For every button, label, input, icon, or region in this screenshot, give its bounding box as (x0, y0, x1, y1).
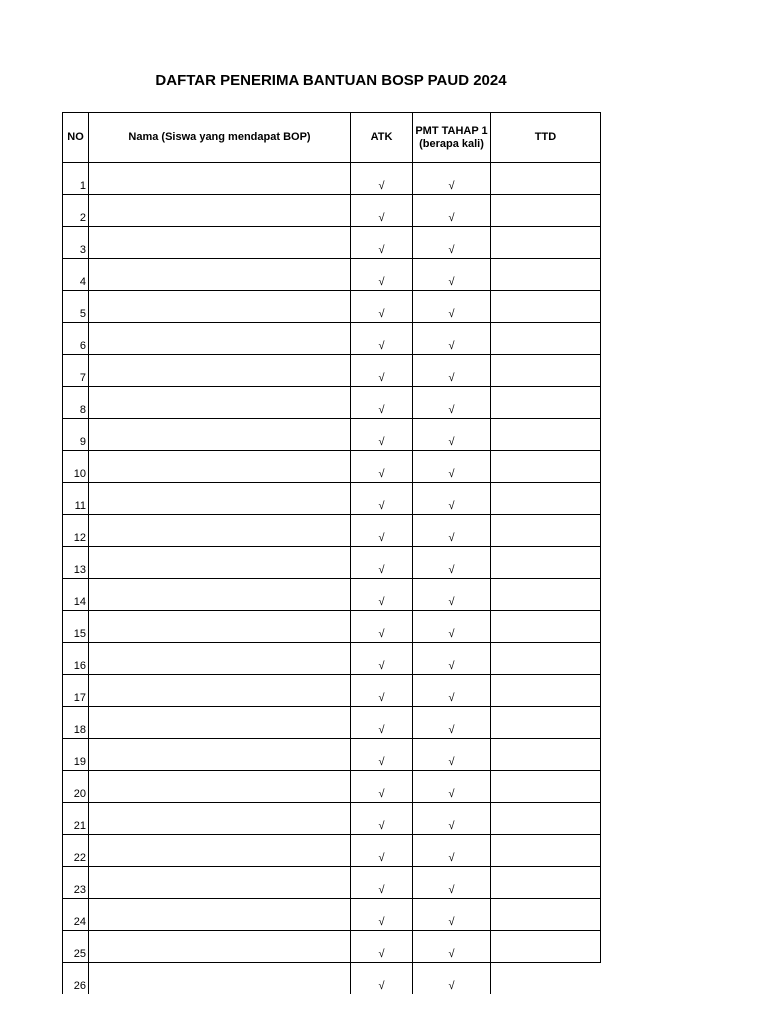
atk-check-cell: √ (351, 579, 413, 611)
signature-cell[interactable] (491, 483, 601, 515)
atk-check-cell: √ (351, 707, 413, 739)
row-number-cell: 14 (63, 579, 89, 611)
table-row (63, 835, 601, 867)
signature-cell[interactable] (491, 803, 601, 835)
atk-check-cell: √ (351, 739, 413, 771)
pmt-check-cell: √ (413, 227, 491, 259)
pmt-check-cell: √ (413, 195, 491, 227)
atk-check-cell: √ (351, 419, 413, 451)
atk-check-cell: √ (351, 483, 413, 515)
row-number-cell: 24 (63, 899, 89, 931)
atk-check-cell: √ (351, 835, 413, 867)
row-number-cell: 10 (63, 451, 89, 483)
row-number-cell: 17 (63, 675, 89, 707)
table-row (63, 419, 601, 451)
name-cell[interactable] (89, 931, 351, 963)
row-number-cell: 9 (63, 419, 89, 451)
row-number-cell: 4 (63, 259, 89, 291)
pmt-check-cell: √ (413, 451, 491, 483)
pmt-check-cell: √ (413, 483, 491, 515)
signature-cell[interactable] (491, 355, 601, 387)
signature-cell[interactable] (491, 163, 601, 195)
name-cell[interactable] (89, 707, 351, 739)
signature-cell[interactable] (491, 515, 601, 547)
table-row (63, 579, 601, 611)
signature-cell[interactable] (491, 451, 601, 483)
signature-cell[interactable] (491, 227, 601, 259)
name-cell[interactable] (89, 739, 351, 771)
signature-cell[interactable] (491, 323, 601, 355)
header-ttd: TTD (491, 113, 601, 163)
table-row (63, 355, 601, 387)
atk-check-cell: √ (351, 899, 413, 931)
table-row (63, 867, 601, 899)
pmt-check-cell: √ (413, 835, 491, 867)
table-row (63, 547, 601, 579)
header-nama: Nama (Siswa yang mendapat BOP) (89, 113, 351, 163)
row-number-cell: 13 (63, 547, 89, 579)
name-cell[interactable] (89, 419, 351, 451)
atk-check-cell: √ (351, 387, 413, 419)
name-cell[interactable] (89, 451, 351, 483)
table-row (63, 643, 601, 675)
name-cell[interactable] (89, 259, 351, 291)
pmt-check-cell: √ (413, 387, 491, 419)
atk-check-cell: √ (351, 291, 413, 323)
name-cell[interactable] (89, 355, 351, 387)
row-number-cell: 15 (63, 611, 89, 643)
table-row (63, 739, 601, 771)
pmt-check-cell: √ (413, 675, 491, 707)
atk-check-cell: √ (351, 931, 413, 963)
row-number-cell: 26 (63, 963, 89, 995)
row-number-cell: 5 (63, 291, 89, 323)
name-cell[interactable] (89, 579, 351, 611)
pmt-check-cell: √ (413, 419, 491, 451)
atk-check-cell: √ (351, 163, 413, 195)
pmt-check-cell: √ (413, 771, 491, 803)
name-cell[interactable] (89, 835, 351, 867)
pmt-check-cell: √ (413, 963, 491, 995)
name-cell[interactable] (89, 483, 351, 515)
name-cell[interactable] (89, 771, 351, 803)
row-number-cell: 7 (63, 355, 89, 387)
pmt-check-cell: √ (413, 611, 491, 643)
signature-cell[interactable] (491, 835, 601, 867)
row-number-cell: 3 (63, 227, 89, 259)
signature-cell[interactable] (491, 707, 601, 739)
header-atk: ATK (351, 113, 413, 163)
name-cell[interactable] (89, 643, 351, 675)
signature-cell[interactable] (491, 867, 601, 899)
row-number-cell: 8 (63, 387, 89, 419)
header-pmt-line1: PMT TAHAP 1 (415, 124, 488, 137)
table-row (63, 163, 601, 195)
table-row (63, 483, 601, 515)
atk-check-cell: √ (351, 611, 413, 643)
name-cell[interactable] (89, 163, 351, 195)
table-row (63, 227, 601, 259)
name-cell[interactable] (89, 867, 351, 899)
pmt-check-cell: √ (413, 515, 491, 547)
name-cell[interactable] (89, 291, 351, 323)
atk-check-cell: √ (351, 643, 413, 675)
pmt-check-cell: √ (413, 547, 491, 579)
table-row (63, 195, 601, 227)
pmt-check-cell: √ (413, 707, 491, 739)
row-number-cell: 22 (63, 835, 89, 867)
pmt-check-cell: √ (413, 931, 491, 963)
atk-check-cell: √ (351, 323, 413, 355)
atk-check-cell: √ (351, 227, 413, 259)
recipient-table (62, 112, 601, 994)
signature-cell[interactable] (491, 771, 601, 803)
table-row (63, 259, 601, 291)
signature-cell[interactable] (491, 611, 601, 643)
row-number-cell: 23 (63, 867, 89, 899)
row-number-cell: 20 (63, 771, 89, 803)
atk-check-cell: √ (351, 771, 413, 803)
atk-check-cell: √ (351, 195, 413, 227)
pmt-check-cell: √ (413, 163, 491, 195)
signature-cell[interactable] (491, 195, 601, 227)
name-cell[interactable] (89, 803, 351, 835)
table-row (63, 323, 601, 355)
header-pmt-line2: (berapa kali) (419, 137, 484, 150)
name-cell[interactable] (89, 227, 351, 259)
table-row (63, 963, 601, 995)
pmt-check-cell: √ (413, 643, 491, 675)
signature-cell[interactable] (491, 259, 601, 291)
table-row (63, 515, 601, 547)
row-number-cell: 21 (63, 803, 89, 835)
document-title: DAFTAR PENERIMA BANTUAN BOSP PAUD 2024 (155, 72, 507, 89)
row-number-cell: 2 (63, 195, 89, 227)
header-pmt (413, 113, 491, 163)
signature-cell[interactable] (491, 419, 601, 451)
atk-check-cell: √ (351, 867, 413, 899)
row-number-cell: 25 (63, 931, 89, 963)
name-cell[interactable] (89, 963, 351, 995)
row-number-cell: 1 (63, 163, 89, 195)
signature-cell[interactable] (491, 963, 601, 995)
signature-cell[interactable] (491, 579, 601, 611)
pmt-check-cell: √ (413, 579, 491, 611)
pmt-check-cell: √ (413, 739, 491, 771)
table-row (63, 291, 601, 323)
atk-check-cell: √ (351, 963, 413, 995)
table-row (63, 387, 601, 419)
row-number-cell: 19 (63, 739, 89, 771)
name-cell[interactable] (89, 323, 351, 355)
table-row (63, 675, 601, 707)
table-row (63, 899, 601, 931)
name-cell[interactable] (89, 899, 351, 931)
name-cell[interactable] (89, 195, 351, 227)
table-header-row (63, 113, 601, 163)
name-cell[interactable] (89, 387, 351, 419)
pmt-check-cell: √ (413, 259, 491, 291)
row-number-cell: 6 (63, 323, 89, 355)
row-number-cell: 18 (63, 707, 89, 739)
signature-cell[interactable] (491, 675, 601, 707)
name-cell[interactable] (89, 515, 351, 547)
pmt-check-cell: √ (413, 867, 491, 899)
atk-check-cell: √ (351, 515, 413, 547)
atk-check-cell: √ (351, 547, 413, 579)
table-body (63, 163, 601, 995)
pmt-check-cell: √ (413, 355, 491, 387)
signature-cell[interactable] (491, 387, 601, 419)
atk-check-cell: √ (351, 451, 413, 483)
table-row (63, 771, 601, 803)
pmt-check-cell: √ (413, 803, 491, 835)
signature-cell[interactable] (491, 931, 601, 963)
signature-cell[interactable] (491, 739, 601, 771)
signature-cell[interactable] (491, 291, 601, 323)
table-row (63, 707, 601, 739)
atk-check-cell: √ (351, 675, 413, 707)
name-cell[interactable] (89, 611, 351, 643)
row-number-cell: 12 (63, 515, 89, 547)
name-cell[interactable] (89, 547, 351, 579)
pmt-check-cell: √ (413, 291, 491, 323)
table-row (63, 803, 601, 835)
atk-check-cell: √ (351, 259, 413, 291)
pmt-check-cell: √ (413, 899, 491, 931)
name-cell[interactable] (89, 675, 351, 707)
table-row (63, 451, 601, 483)
header-no: NO (63, 113, 89, 163)
row-number-cell: 16 (63, 643, 89, 675)
table-row (63, 611, 601, 643)
atk-check-cell: √ (351, 803, 413, 835)
row-number-cell: 11 (63, 483, 89, 515)
signature-cell[interactable] (491, 643, 601, 675)
pmt-check-cell: √ (413, 323, 491, 355)
signature-cell[interactable] (491, 899, 601, 931)
signature-cell[interactable] (491, 547, 601, 579)
atk-check-cell: √ (351, 355, 413, 387)
table-row (63, 931, 601, 963)
